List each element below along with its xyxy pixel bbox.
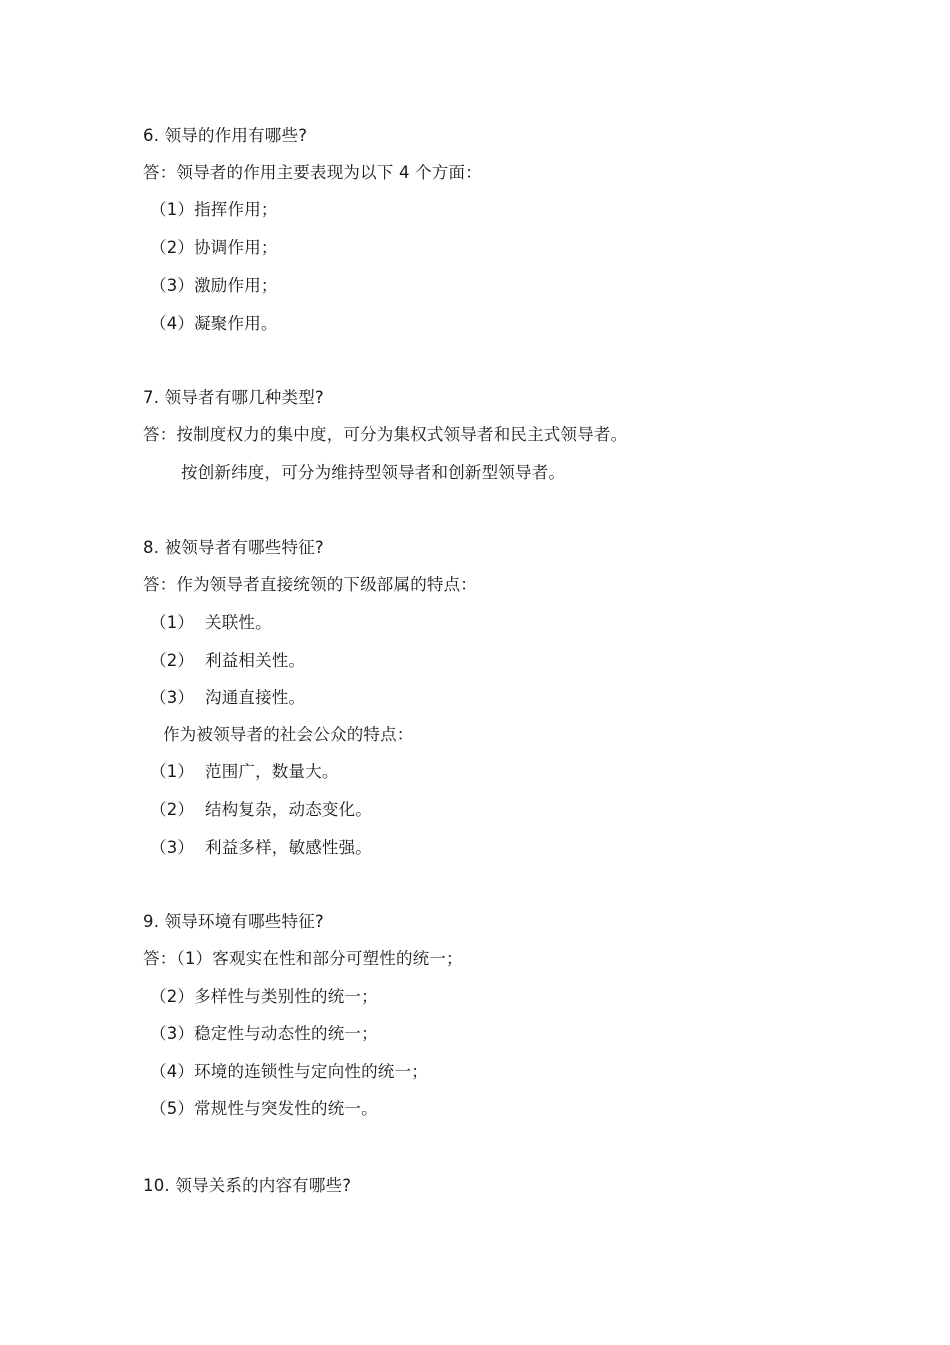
answer-8-item: （3） 沟通直接性。 xyxy=(150,688,306,707)
answer-6-intro: 答：领导者的作用主要表现为以下 4 个方面： xyxy=(143,163,482,182)
answer-6-item: （4）凝聚作用。 xyxy=(150,314,278,333)
answer-6-item: （1）指挥作用； xyxy=(150,200,278,219)
question-6-heading: 6. 领导的作用有哪些? xyxy=(143,126,308,145)
question-10-heading: 10. 领导关系的内容有哪些? xyxy=(143,1176,352,1195)
answer-6-item: （2）协调作用； xyxy=(150,238,278,257)
answer-8-item: （1） 范围广，数量大。 xyxy=(150,762,339,781)
question-9-heading: 9. 领导环境有哪些特征? xyxy=(143,912,324,931)
answer-7-line: 答：按制度权力的集中度，可分为集权式领导者和民主式领导者。 xyxy=(143,425,628,444)
answer-8-item: （3） 利益多样，敏感性强。 xyxy=(150,838,372,857)
answer-9-item: （2）多样性与类别性的统一； xyxy=(150,987,378,1006)
answer-8-intro: 答：作为领导者直接统领的下级部属的特点： xyxy=(143,575,477,594)
answer-8-subheading: 作为被领导者的社会公众的特点： xyxy=(163,725,414,744)
question-7-heading: 7. 领导者有哪几种类型? xyxy=(143,388,324,407)
question-8-heading: 8. 被领导者有哪些特征? xyxy=(143,538,324,557)
answer-6-item: （3）激励作用； xyxy=(150,276,278,295)
answer-9-item: （4）环境的连锁性与定向性的统一； xyxy=(150,1062,428,1081)
answer-7-line: 按创新纬度，可分为维持型领导者和创新型领导者。 xyxy=(181,463,566,482)
answer-8-item: （2） 利益相关性。 xyxy=(150,651,306,670)
answer-9-item: （3）稳定性与动态性的统一； xyxy=(150,1024,378,1043)
answer-8-item: （1） 关联性。 xyxy=(150,613,272,632)
answer-8-item: （2） 结构复杂，动态变化。 xyxy=(150,800,372,819)
answer-9-item: （5）常规性与突发性的统一。 xyxy=(150,1099,378,1118)
answer-9-item: 答：（1）客观实在性和部分可塑性的统一； xyxy=(143,949,463,968)
